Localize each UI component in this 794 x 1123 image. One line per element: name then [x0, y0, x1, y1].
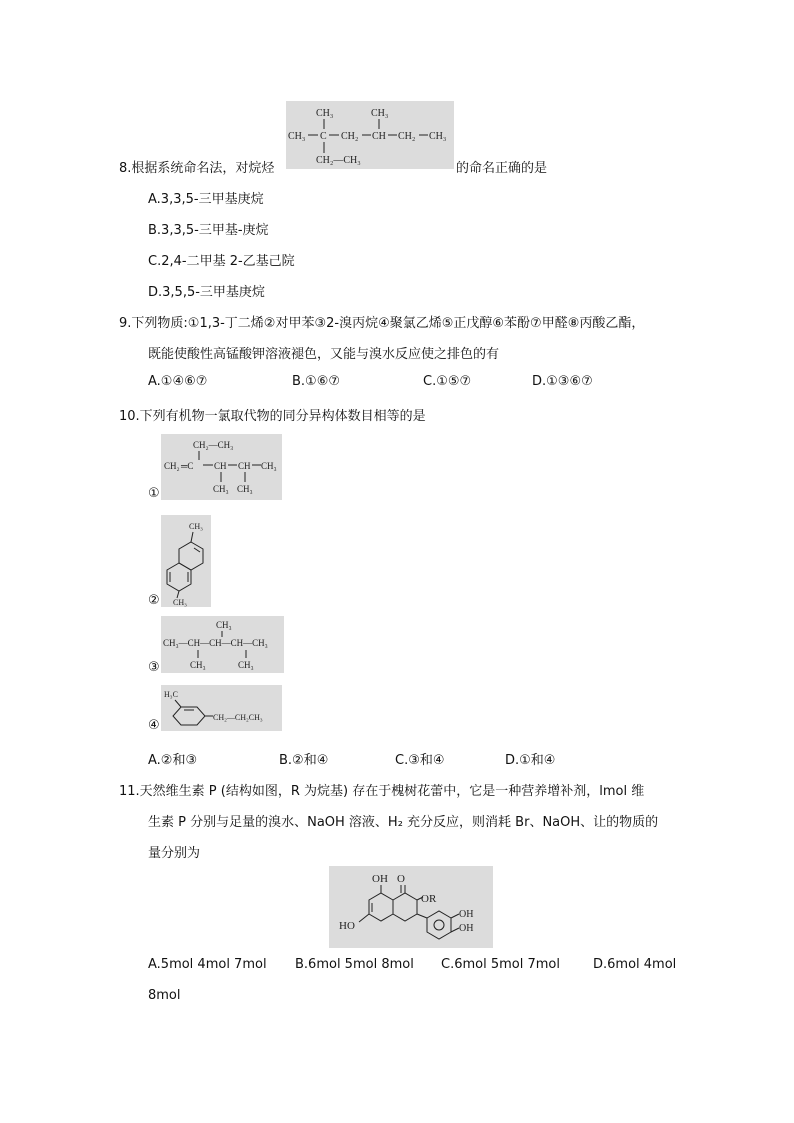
q11-or-group: OR	[421, 893, 437, 905]
q8-ch3-top-left: CH₃	[316, 108, 334, 119]
q10-s3-ch3-b2: CH₃	[238, 660, 254, 670]
q10-s3-ch3-b1: CH₃	[190, 660, 206, 670]
q11-stem-line3: 量分别为	[148, 846, 201, 861]
q9-stem-line2: 既能使酸性高锰酸钾溶液褪色，又能与溴水反应使之排色的有	[148, 347, 500, 362]
q11-option-b: B.6mol 5mol 8mol	[295, 957, 414, 972]
q10-label-2: ②	[148, 593, 160, 608]
q10-s3-main-chain: CH₃—CH—CH—CH—CH₃	[163, 638, 268, 648]
q10-option-c: C.③和④	[395, 753, 445, 768]
q11-option-d-wrap: 8mol	[148, 988, 181, 1003]
q8-ch2-2: CH₂	[398, 131, 416, 142]
q11-option-c: C.6mol 5mol 7mol	[441, 957, 560, 972]
q10-structure-3	[161, 616, 284, 673]
q8-ch3-left: CH₃	[288, 131, 306, 142]
q10-label-4: ④	[148, 718, 160, 733]
q10-s1-double-bond: ═C	[181, 461, 194, 471]
q10-s1-ch3-end: CH₃	[261, 461, 277, 471]
q10-s1-ch3-b1: CH₃	[213, 484, 229, 494]
q9-option-a: A.①④⑥⑦	[148, 374, 208, 389]
q10-structure-1	[161, 434, 282, 500]
q8-ch: CH	[372, 131, 386, 142]
q10-s4-propyl-chain: CH₂—CH₂CH₃	[213, 713, 263, 722]
q11-option-a: A.5mol 4mol 7mol	[148, 957, 267, 972]
q11-oh-2: OH	[459, 923, 474, 934]
q8-option-b: B.3,3,5-三甲基-庚烷	[148, 223, 269, 238]
q9-option-d: D.①③⑥⑦	[532, 374, 593, 389]
q10-s1-ch-2: CH	[238, 461, 251, 471]
q8-option-d: D.3,5,5-三甲基庚烷	[148, 285, 265, 300]
q11-oh-1: OH	[459, 909, 474, 920]
q10-s4-h3c: H₃C	[164, 690, 178, 699]
q11-oh-top: OH	[372, 873, 388, 885]
q11-ho-group: HO	[339, 920, 355, 932]
q10-s1-ch3-b2: CH₃	[237, 484, 253, 494]
q11-stem-line2: 生素 P 分别与足量的溴水、NaOH 溶液、H₂ 充分反应，则消耗 Br、NaOH、让的物质的	[148, 815, 659, 830]
q9-option-c: C.①⑤⑦	[423, 374, 472, 389]
q8-stem-before: 8.根据系统命名法，对烷烃	[119, 161, 275, 176]
q8-ethyl: CH₂—CH₃	[316, 155, 361, 166]
q8-ch3-top-right: CH₃	[371, 108, 389, 119]
q9-stem-line1: 9.下列物质:①1,3-丁二烯②对甲苯③2-溴丙烷④聚氯乙烯⑤正戊醇⑥苯酚⑦甲醛⑧丙酸乙酯，	[119, 316, 645, 331]
q8-ch2-1: CH₂	[341, 131, 359, 142]
q10-s1-ch-1: CH	[214, 461, 227, 471]
q9-option-b: B.①⑥⑦	[292, 374, 341, 389]
q8-structure-image	[286, 101, 454, 169]
q8-c: C	[320, 131, 327, 142]
q8-option-a: A.3,3,5-三甲基庚烷	[148, 192, 264, 207]
q10-structure-4	[161, 685, 282, 731]
q10-s2-ch3-top: CH₃	[189, 522, 203, 531]
q11-carbonyl-o: O	[397, 873, 405, 885]
q11-stem-line1: 11.天然维生素 P (结构如图，R 为烷基) 存在于槐树花蕾中，它是一种营养增补剂，lmol 维	[119, 784, 645, 799]
q10-label-1: ①	[148, 486, 160, 501]
q10-stem: 10.下列有机物一氯取代物的同分异构体数目相等的是	[119, 409, 426, 424]
q10-option-d: D.①和④	[505, 753, 556, 768]
q10-option-b: B.②和④	[279, 753, 329, 768]
q8-stem-after: 的命名正确的是	[456, 161, 548, 176]
q10-s1-ch2: CH₂	[164, 461, 180, 471]
q10-s2-ch3-bottom: CH₃	[173, 598, 187, 607]
q11-option-d: D.6mol 4mol	[593, 957, 677, 972]
q11-structure-image	[329, 866, 493, 948]
q10-s1-ethyl: CH₂—CH₃	[193, 440, 234, 450]
q8-ch3-right: CH₃	[429, 131, 447, 142]
q10-structure-2	[161, 515, 211, 607]
q8-option-c: C.2,4-二甲基 2-乙基己院	[148, 254, 295, 269]
q10-label-3: ③	[148, 660, 160, 675]
q10-option-a: A.②和③	[148, 753, 198, 768]
q10-s3-ch3-top: CH₃	[216, 620, 232, 630]
